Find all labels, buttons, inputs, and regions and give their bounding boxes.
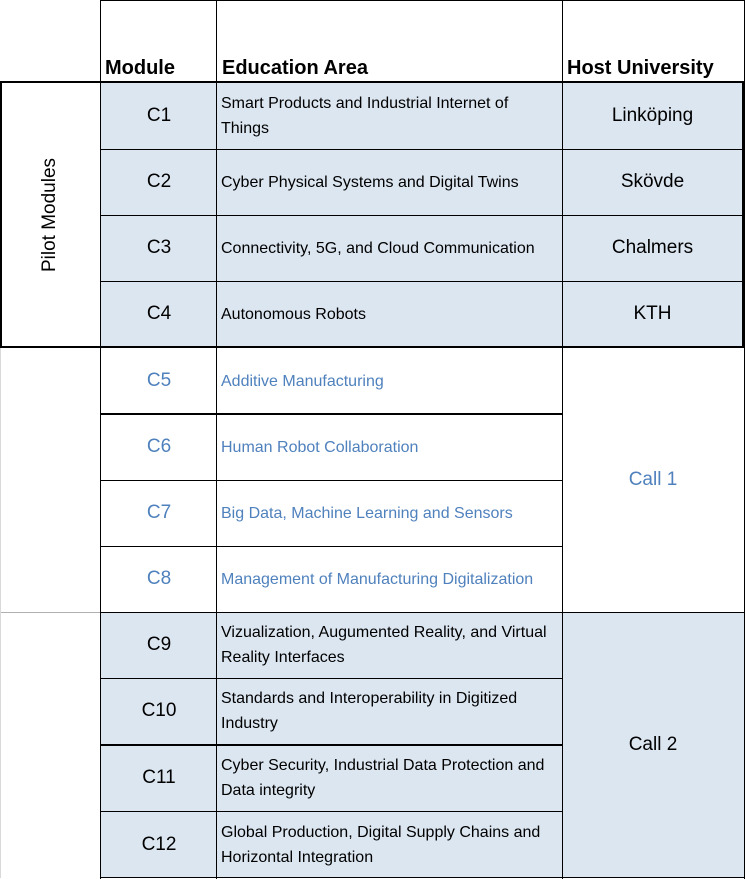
- gridline: [0, 347, 1, 878]
- header-host-university: Host University: [567, 57, 714, 79]
- area-cell-c5: Additive Manufacturing: [221, 372, 384, 390]
- border-line: [562, 0, 563, 879]
- border-line: [100, 480, 563, 481]
- border-line: [100, 877, 745, 878]
- border-line: [100, 0, 101, 879]
- module-cell-c3: C3: [101, 215, 217, 281]
- host-cell-c3: Chalmers: [562, 215, 743, 281]
- area-cell-c4: Autonomous Robots: [217, 281, 562, 347]
- module-cell-c2: C2: [101, 149, 217, 215]
- module-cell-c11: C11: [101, 744, 217, 811]
- border-line: [0, 81, 745, 83]
- area-cell-c11: Cyber Security, Industrial Data Protection and Data integrity: [217, 744, 562, 811]
- area-cell-c9: Vizualization, Augumented Reality, and Virtual Reality Interfaces: [217, 612, 562, 678]
- border-line: [216, 0, 217, 879]
- border-line: [0, 81, 2, 348]
- border-line: [0, 346, 745, 348]
- pilot-modules-label: Pilot Modules: [39, 157, 60, 273]
- module-cell-c4: C4: [101, 281, 217, 347]
- host-cell-c4: KTH: [562, 281, 743, 347]
- area-cell-c6: Human Robot Collaboration: [221, 438, 419, 456]
- module-cell-c12: C12: [101, 811, 217, 878]
- module-cell-c9: C9: [101, 612, 217, 678]
- module-cell-c10: C10: [101, 678, 217, 744]
- module-cell-c8: C8: [146, 568, 172, 589]
- border-line: [100, 811, 563, 812]
- module-cell-c6: C6: [146, 436, 172, 457]
- area-cell-c8: Management of Manufacturing Digitalization: [221, 570, 534, 588]
- border-line: [100, 546, 563, 547]
- host-cell-c1: Linköping: [562, 83, 743, 149]
- area-cell-c12: Global Production, Digital Supply Chains and Horizontal Integration: [217, 811, 562, 878]
- border-line: [100, 678, 563, 679]
- header-education-area: Education Area: [222, 57, 368, 79]
- module-cell-c7: C7: [146, 502, 172, 523]
- area-cell-c2: Cyber Physical Systems and Digital Twins: [217, 149, 562, 215]
- border-line: [100, 149, 745, 150]
- gridline: [0, 612, 100, 613]
- area-cell-c7: Big Data, Machine Learning and Sensors: [221, 504, 513, 522]
- area-cell-c1: Smart Products and Industrial Internet of Things: [217, 83, 562, 149]
- header-module: Module: [105, 57, 175, 79]
- border-line: [100, 215, 745, 216]
- area-cell-c3: Connectivity, 5G, and Cloud Communication: [217, 215, 562, 281]
- border-line: [100, 744, 563, 746]
- host-cell-c2: Skövde: [562, 149, 743, 215]
- border-line: [100, 281, 745, 282]
- host-cell-call-1: Call 1: [628, 469, 678, 490]
- border-line: [100, 413, 563, 415]
- border-line: [100, 0, 745, 1]
- host-cell-call-2: Call 2: [562, 612, 744, 878]
- border-line: [100, 612, 745, 613]
- area-cell-c10: Standards and Interoperability in Digitized Industry: [217, 678, 562, 744]
- module-cell-c1: C1: [101, 83, 217, 149]
- module-cell-c5: C5: [146, 370, 172, 391]
